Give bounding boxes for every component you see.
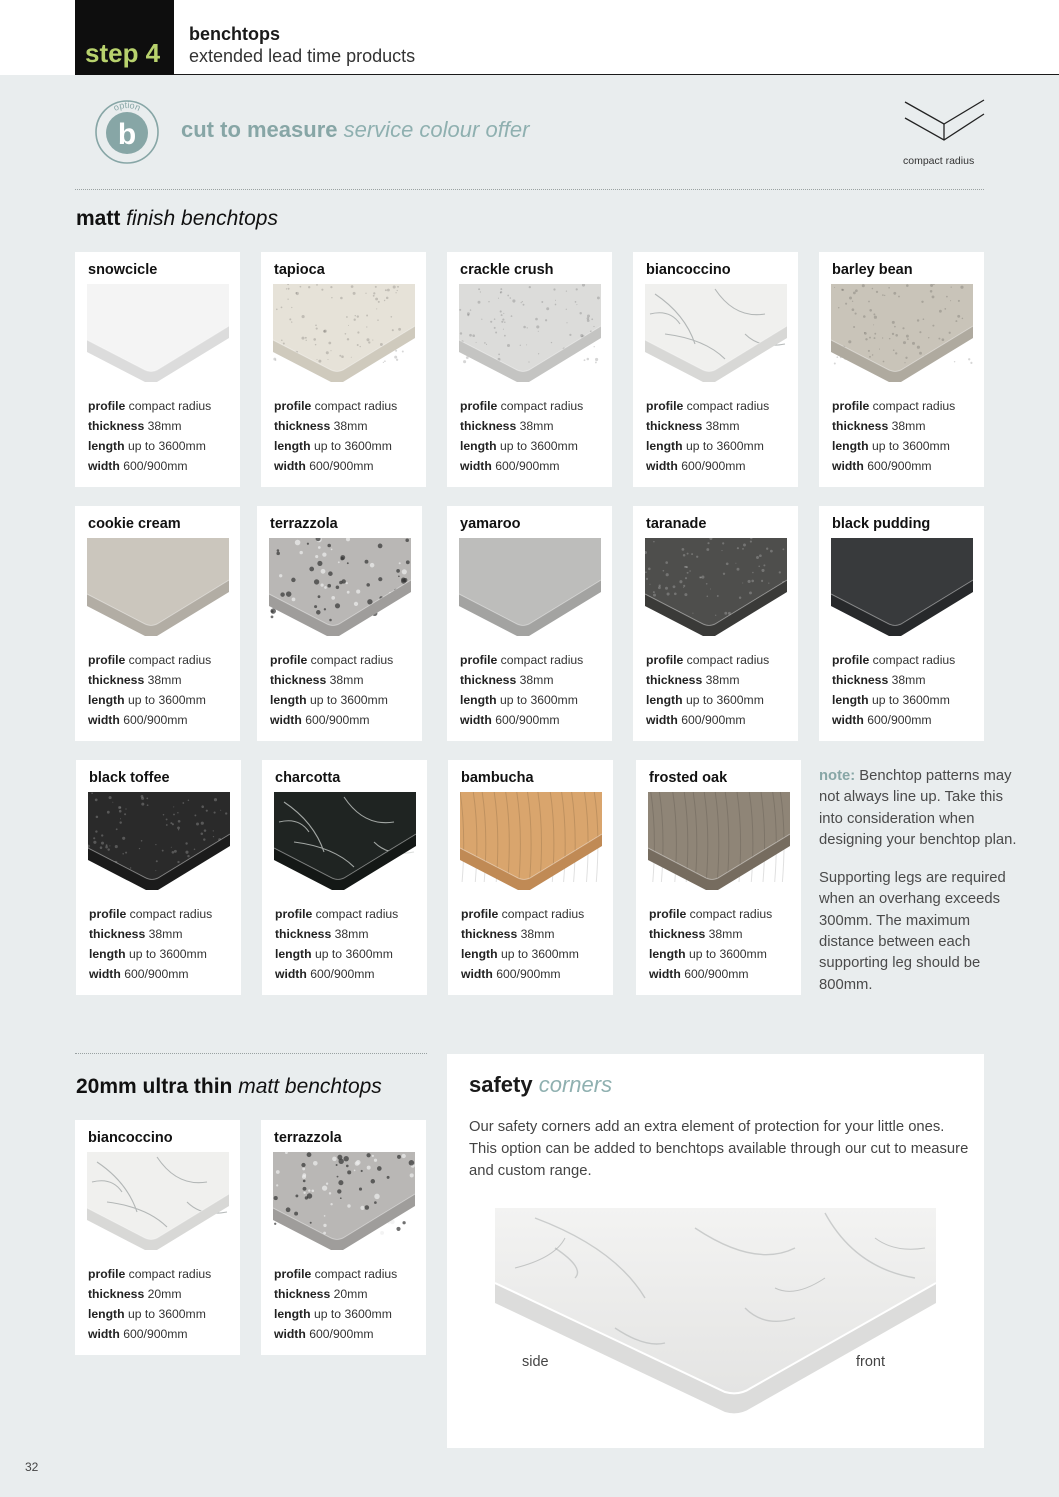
spec-label: length	[274, 439, 311, 453]
product-swatch-image	[645, 284, 787, 382]
spec-thickness: 38mm	[147, 419, 182, 433]
spec-length: up to 3600mm	[127, 693, 206, 707]
spec-profile: compact radius	[872, 653, 956, 667]
spec-length: up to 3600mm	[685, 693, 764, 707]
spec-label: width	[274, 459, 306, 473]
safety-description: Our safety corners add an extra element of protection for your little ones. This option can be added to benchtops available through our cut to measure and custom range.	[469, 1119, 969, 1179]
product-specs	[832, 396, 955, 476]
safety-side-label: side	[522, 1354, 549, 1370]
product-swatch-image	[87, 538, 229, 636]
spec-profile: compact radius	[686, 399, 770, 413]
product-swatch-image	[87, 284, 229, 382]
spec-label: thickness	[460, 673, 517, 687]
note-block	[819, 766, 1024, 1013]
product-name: yamaroo	[460, 516, 521, 532]
note-text-1: Benchtop patterns may not always line up. Take this into consideration when designing your benchtop plan.	[819, 768, 1017, 848]
spec-thickness: 38mm	[329, 673, 364, 687]
spec-label: profile	[274, 399, 312, 413]
safety-title-bold: safety	[469, 1072, 533, 1097]
product-name: cookie cream	[88, 516, 181, 532]
spec-label: profile	[646, 653, 684, 667]
spec-label: thickness	[461, 927, 518, 941]
product-specs	[270, 650, 393, 730]
spec-label: length	[649, 947, 686, 961]
product-specs	[88, 650, 211, 730]
product-swatch-image	[459, 538, 601, 636]
spec-width: 600/900mm	[684, 967, 749, 981]
profile-label: compact radius	[903, 155, 975, 167]
product-name: terrazzola	[274, 1130, 342, 1146]
spec-length: up to 3600mm	[871, 439, 950, 453]
product-card	[447, 506, 612, 741]
spec-label: profile	[88, 1267, 126, 1281]
thin-section-italic: matt benchtops	[238, 1075, 382, 1098]
spec-label: width	[88, 1327, 120, 1341]
spec-label: width	[274, 1327, 306, 1341]
spec-width: 600/900mm	[123, 713, 188, 727]
spec-thickness: 20mm	[147, 1287, 182, 1301]
product-swatch-image	[87, 1152, 229, 1250]
product-specs	[89, 904, 212, 984]
spec-profile: compact radius	[314, 1267, 398, 1281]
spec-label: length	[832, 439, 869, 453]
spec-thickness: 38mm	[891, 673, 926, 687]
matt-section-bold: matt	[76, 207, 121, 230]
spec-profile: compact radius	[501, 907, 585, 921]
product-card	[633, 506, 798, 741]
spec-width: 600/900mm	[123, 459, 188, 473]
spec-length: up to 3600mm	[688, 947, 767, 961]
spec-label: profile	[832, 399, 870, 413]
spec-width: 600/900mm	[124, 967, 189, 981]
spec-thickness: 38mm	[334, 927, 369, 941]
product-card	[819, 506, 984, 741]
product-specs	[275, 904, 398, 984]
product-specs	[274, 1264, 397, 1344]
product-card	[636, 760, 801, 995]
product-name: bambucha	[461, 770, 534, 786]
product-swatch-image	[645, 538, 787, 636]
product-name: crackle crush	[460, 262, 554, 278]
spec-label: profile	[88, 653, 126, 667]
product-specs	[649, 904, 772, 984]
spec-thickness: 38mm	[520, 927, 555, 941]
spec-thickness: 38mm	[147, 673, 182, 687]
spec-label: thickness	[274, 1287, 331, 1301]
product-name: tapioca	[274, 262, 325, 278]
spec-label: thickness	[646, 673, 703, 687]
product-name: charcotta	[275, 770, 341, 786]
spec-length: up to 3600mm	[685, 439, 764, 453]
product-card	[633, 252, 798, 487]
safety-title-italic: corners	[538, 1072, 613, 1097]
spec-profile: compact radius	[128, 1267, 212, 1281]
product-card	[75, 1120, 240, 1355]
spec-profile: compact radius	[872, 399, 956, 413]
spec-label: profile	[88, 399, 126, 413]
spec-thickness: 38mm	[891, 419, 926, 433]
spec-label: width	[89, 967, 121, 981]
spec-label: length	[274, 1307, 311, 1321]
spec-thickness: 38mm	[519, 673, 554, 687]
spec-length: up to 3600mm	[309, 693, 388, 707]
spec-width: 600/900mm	[681, 459, 746, 473]
spec-label: width	[270, 713, 302, 727]
spec-thickness: 38mm	[705, 419, 740, 433]
spec-label: width	[832, 713, 864, 727]
spec-width: 600/900mm	[309, 459, 374, 473]
spec-profile: compact radius	[128, 653, 212, 667]
spec-length: up to 3600mm	[128, 947, 207, 961]
thin-section-bold: 20mm ultra thin	[76, 1075, 233, 1098]
product-card	[819, 252, 984, 487]
product-swatch-image	[273, 284, 415, 382]
spec-length: up to 3600mm	[313, 1307, 392, 1321]
product-card	[447, 252, 612, 487]
spec-label: width	[646, 713, 678, 727]
spec-label: thickness	[832, 673, 889, 687]
spec-label: width	[649, 967, 681, 981]
note-label: note:	[819, 768, 856, 784]
product-specs	[274, 396, 397, 476]
product-specs	[460, 396, 583, 476]
spec-length: up to 3600mm	[314, 947, 393, 961]
spec-label: profile	[649, 907, 687, 921]
spec-label: thickness	[274, 419, 331, 433]
spec-label: width	[460, 459, 492, 473]
product-specs	[646, 650, 769, 730]
spec-label: thickness	[88, 673, 145, 687]
spec-thickness: 38mm	[705, 673, 740, 687]
product-swatch-image	[459, 284, 601, 382]
spec-thickness: 20mm	[333, 1287, 368, 1301]
spec-width: 600/900mm	[495, 713, 560, 727]
spec-label: width	[832, 459, 864, 473]
product-specs	[88, 396, 211, 476]
spec-thickness: 38mm	[708, 927, 743, 941]
spec-profile: compact radius	[500, 653, 584, 667]
safety-corners-panel	[447, 1054, 984, 1448]
spec-label: width	[460, 713, 492, 727]
spec-label: length	[832, 693, 869, 707]
safety-title	[469, 1072, 612, 1098]
product-swatch-image	[269, 538, 411, 636]
spec-label: profile	[832, 653, 870, 667]
product-specs	[460, 650, 583, 730]
thin-section-title	[76, 1075, 382, 1099]
spec-label: profile	[89, 907, 127, 921]
product-name: black toffee	[89, 770, 170, 786]
spec-width: 600/900mm	[496, 967, 561, 981]
product-specs	[88, 1264, 211, 1344]
option-b-badge-icon	[94, 97, 160, 165]
option-title	[181, 117, 529, 143]
spec-label: profile	[270, 653, 308, 667]
spec-length: up to 3600mm	[500, 947, 579, 961]
spec-label: profile	[646, 399, 684, 413]
page-title: benchtops	[189, 24, 281, 44]
product-swatch-image	[648, 792, 790, 890]
product-name: biancoccino	[646, 262, 731, 278]
spec-label: profile	[461, 907, 499, 921]
section-divider	[75, 189, 984, 190]
safety-front-label: front	[856, 1354, 886, 1370]
product-card	[75, 506, 240, 741]
spec-label: thickness	[270, 673, 327, 687]
spec-label: thickness	[88, 1287, 145, 1301]
product-card	[75, 252, 240, 487]
product-name: black pudding	[832, 516, 931, 532]
product-swatch-image	[88, 792, 230, 890]
spec-label: length	[270, 693, 307, 707]
compact-radius-profile-icon	[900, 98, 988, 150]
matt-section-title	[76, 207, 278, 231]
spec-profile: compact radius	[310, 653, 394, 667]
spec-label: length	[89, 947, 126, 961]
product-card	[261, 252, 426, 487]
spec-label: thickness	[89, 927, 146, 941]
product-swatch-image	[831, 284, 973, 382]
option-badge-label: option	[111, 99, 143, 113]
spec-profile: compact radius	[315, 907, 399, 921]
spec-label: thickness	[832, 419, 889, 433]
spec-width: 600/900mm	[867, 713, 932, 727]
product-card	[76, 760, 241, 995]
svg-text:option	[112, 100, 142, 113]
spec-length: up to 3600mm	[313, 439, 392, 453]
spec-label: profile	[460, 653, 498, 667]
spec-label: length	[460, 439, 497, 453]
spec-label: length	[88, 439, 125, 453]
spec-label: length	[88, 693, 125, 707]
product-specs	[832, 650, 955, 730]
note-text-2: Supporting legs are required when an overhang exceeds 300mm. The maximum distance between each supporting leg should be 800mm.	[819, 870, 1006, 993]
product-swatch-image	[273, 1152, 415, 1250]
safety-corner-image	[495, 1208, 936, 1424]
spec-width: 600/900mm	[305, 713, 370, 727]
page-number: 32	[25, 1460, 39, 1474]
spec-label: profile	[275, 907, 313, 921]
spec-length: up to 3600mm	[871, 693, 950, 707]
thin-divider	[75, 1053, 427, 1054]
spec-width: 600/900mm	[681, 713, 746, 727]
spec-label: width	[646, 459, 678, 473]
product-swatch-image	[274, 792, 416, 890]
product-swatch-image	[460, 792, 602, 890]
page-subtitle: extended lead time products	[189, 46, 416, 66]
spec-thickness: 38mm	[333, 419, 368, 433]
spec-length: up to 3600mm	[499, 693, 578, 707]
spec-profile: compact radius	[686, 653, 770, 667]
product-swatch-image	[831, 538, 973, 636]
product-name: snowcicle	[88, 262, 158, 278]
product-card	[262, 760, 427, 995]
spec-label: length	[460, 693, 497, 707]
spec-width: 600/900mm	[123, 1327, 188, 1341]
spec-width: 600/900mm	[309, 1327, 374, 1341]
product-card	[257, 506, 422, 741]
product-name: frosted oak	[649, 770, 728, 786]
spec-length: up to 3600mm	[499, 439, 578, 453]
spec-label: length	[88, 1307, 125, 1321]
product-card	[261, 1120, 426, 1355]
spec-label: thickness	[649, 927, 706, 941]
spec-profile: compact radius	[500, 399, 584, 413]
product-specs	[461, 904, 584, 984]
spec-width: 600/900mm	[867, 459, 932, 473]
option-title-bold: cut to measure	[181, 117, 338, 142]
spec-label: profile	[460, 399, 498, 413]
step-label: step 4	[85, 38, 161, 68]
option-title-italic: service colour offer	[343, 117, 530, 142]
product-specs	[646, 396, 769, 476]
spec-label: thickness	[460, 419, 517, 433]
spec-width: 600/900mm	[310, 967, 375, 981]
product-name: barley bean	[832, 262, 913, 278]
product-card	[448, 760, 613, 995]
spec-label: width	[461, 967, 493, 981]
spec-profile: compact radius	[129, 907, 213, 921]
header-rule	[174, 74, 1059, 75]
spec-profile: compact radius	[314, 399, 398, 413]
spec-length: up to 3600mm	[127, 439, 206, 453]
spec-label: length	[646, 439, 683, 453]
matt-section-italic: finish benchtops	[126, 207, 278, 230]
spec-thickness: 38mm	[148, 927, 183, 941]
spec-width: 600/900mm	[495, 459, 560, 473]
option-badge-letter: b	[117, 118, 137, 151]
spec-label: width	[88, 713, 120, 727]
spec-label: thickness	[88, 419, 145, 433]
product-name: terrazzola	[270, 516, 338, 532]
spec-label: width	[275, 967, 307, 981]
spec-label: thickness	[646, 419, 703, 433]
spec-label: width	[88, 459, 120, 473]
spec-label: profile	[274, 1267, 312, 1281]
spec-label: length	[646, 693, 683, 707]
spec-profile: compact radius	[689, 907, 773, 921]
spec-label: thickness	[275, 927, 332, 941]
product-name: taranade	[646, 516, 707, 532]
spec-thickness: 38mm	[519, 419, 554, 433]
product-name: biancoccino	[88, 1130, 173, 1146]
spec-profile: compact radius	[128, 399, 212, 413]
spec-length: up to 3600mm	[127, 1307, 206, 1321]
spec-label: length	[275, 947, 312, 961]
spec-label: length	[461, 947, 498, 961]
